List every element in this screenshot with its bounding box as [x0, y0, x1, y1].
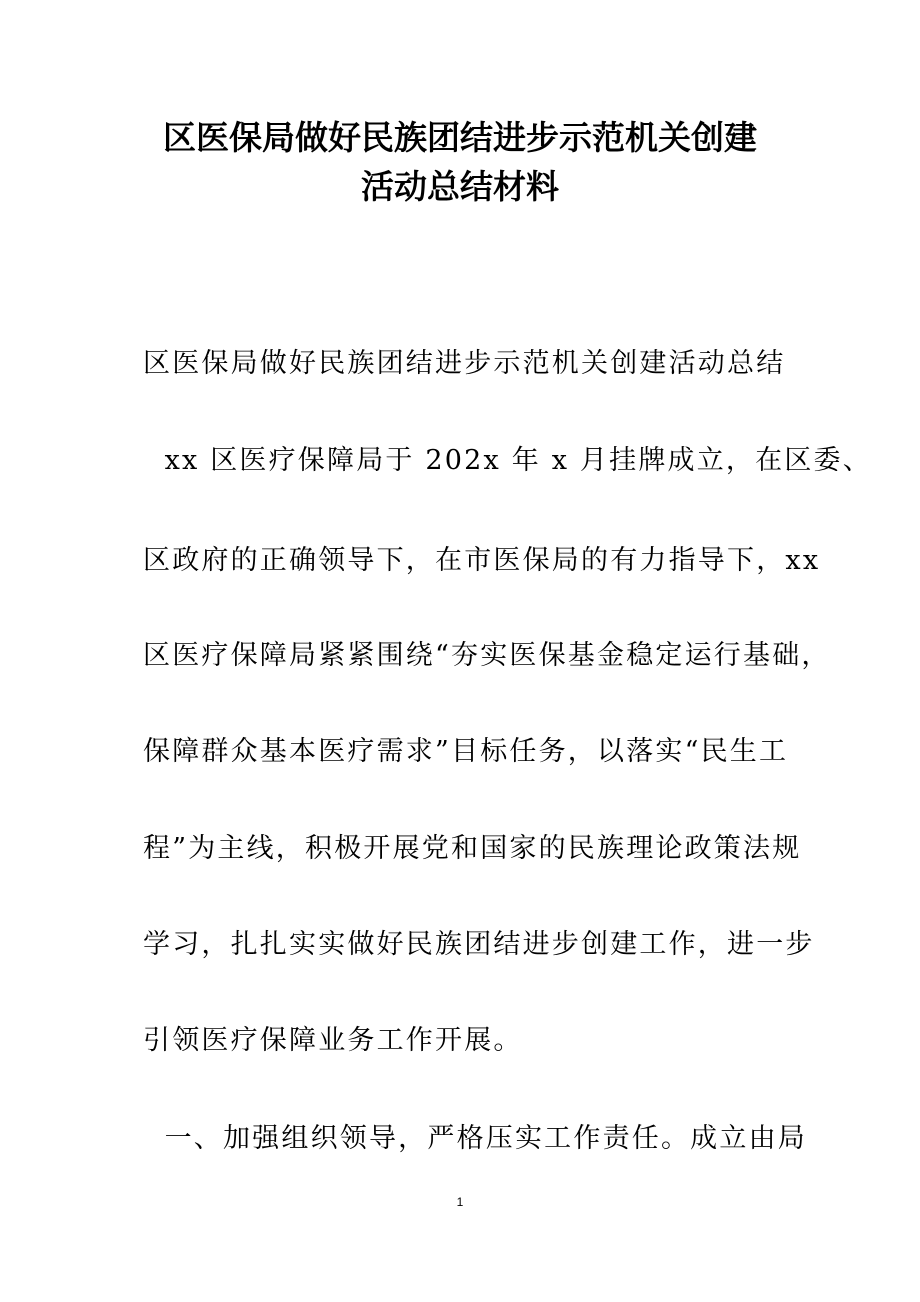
document-title-line-1: 区医保局做好民族团结进步示范机关创建	[163, 118, 757, 157]
body-line-3: 区政府的正确领导下，在市医保局的有力指导下，xx	[143, 545, 821, 576]
body-line-2: xx 区医疗保障局于 202x 年 x 月挂牌成立，在区委、	[143, 445, 872, 476]
body-line-6: 程”为主线，积极开展党和国家的民族理论政策法规	[143, 833, 802, 864]
body-line-9: 一、加强组织领导，严格压实工作责任。成立由局	[143, 1123, 807, 1154]
body-line-1: 区医保局做好民族团结进步示范机关创建活动总结	[143, 348, 786, 379]
body-line-4: 区医疗保障局紧紧围绕“夯实医保基金稳定运行基础，	[143, 640, 831, 671]
body-line-5: 保障群众基本医疗需求”目标任务，以落实“民生工	[143, 736, 789, 767]
body-line-7: 学习，扎扎实实做好民族团结进步创建工作，进一步	[143, 929, 815, 960]
page-number: 1	[456, 1195, 464, 1209]
body-line-8: 引领医疗保障业务工作开展。	[143, 1025, 523, 1056]
document-title-line-2: 活动总结材料	[361, 167, 559, 206]
